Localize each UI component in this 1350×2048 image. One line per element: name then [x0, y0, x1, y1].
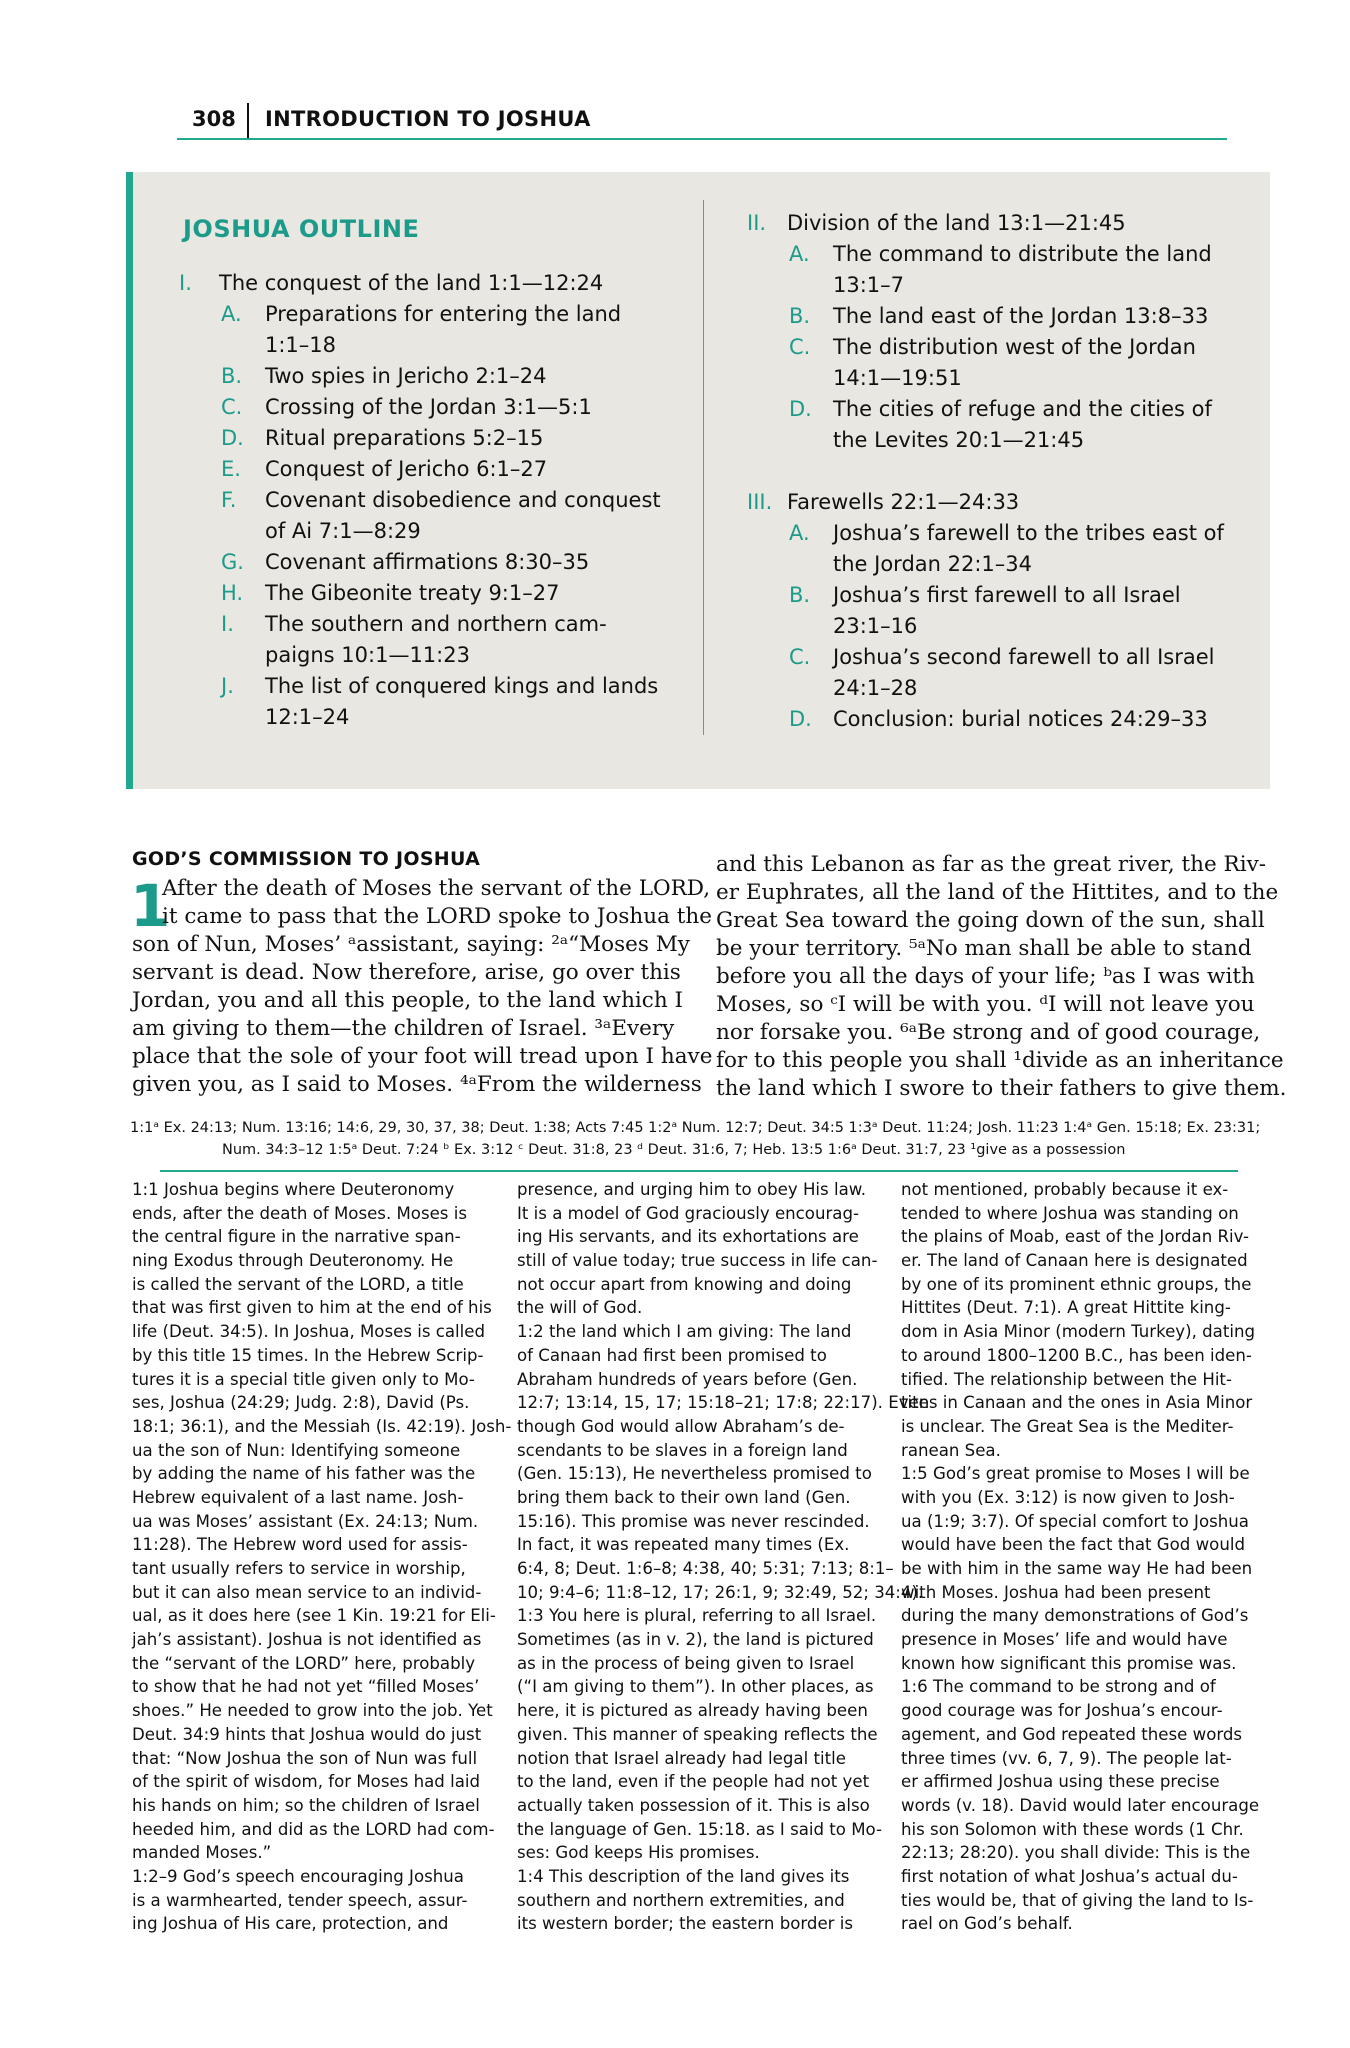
study-note-line: tures it is a special title given only to Mo- [132, 1369, 475, 1389]
study-note-line: ua (1:9; 3:7). Of special comfort to Joshua [901, 1511, 1249, 1531]
study-note-line: the language of Gen. 15:18. as I said to Mo- [517, 1819, 882, 1839]
scripture-line: for to this people you shall ¹divide as an inheritance [716, 1048, 1284, 1073]
cross-references-line-1: 1:1ᵃ Ex. 24:13; Num. 13:16; 14:6, 29, 30, 37, 38; Deut. 1:38; Acts 7:45 1:2ᵃ Num. 12:7; Deut. 34:5 1:3ᵃ Deut. 11:24; Josh. 11:23 1:4ᵃ Gen. 15:18; Ex. 23:31; [130, 1120, 1261, 1136]
study-note-line: 18:1; 36:1), and the Messiah (Is. 42:19). Josh- [132, 1416, 512, 1436]
outline-item-text: Joshua’s farewell to the tribes east of [833, 521, 1224, 545]
study-note-line: 15:16). This promise was never rescinded. [517, 1511, 870, 1531]
outline-item-text: 1:1–18 [265, 333, 337, 357]
study-note-line: tified. The relationship between the Hit- [901, 1369, 1232, 1389]
outline-item-text: 24:1–28 [833, 676, 918, 700]
study-note-line: to show that he had not yet “filled Moses’ [132, 1677, 480, 1697]
study-note-line: 22:13; 28:20). you shall divide: This is the [901, 1843, 1251, 1863]
outline-box [126, 172, 1270, 789]
study-note-line: tant usually refers to service in worship, [132, 1559, 466, 1578]
study-note-line: Hittites (Deut. 7:1). A great Hittite king- [901, 1298, 1231, 1318]
outline-item-text: 14:1—19:51 [833, 366, 962, 390]
notes-divider [160, 1170, 1238, 1172]
outline-item-number: D. [789, 397, 812, 421]
outline-item-text: the Levites 20:1—21:45 [833, 428, 1085, 452]
outline-item-text: The list of conquered kings and lands [265, 674, 659, 698]
study-note-line: ties would be, that of giving the land to Is- [901, 1890, 1254, 1910]
study-note-line: 6:4, 8; Deut. 1:6–8; 4:38, 40; 5:31; 7:13; 8:1– [517, 1559, 894, 1578]
study-note-line: given. This manner of speaking reflects the [517, 1724, 878, 1744]
outline-item-text: of Ai 7:1—8:29 [265, 519, 421, 543]
scripture-line: be your territory. ⁵ᵃNo man shall be able to stand [716, 936, 1252, 961]
outline-item-number: B. [789, 583, 811, 607]
study-note-line: is a warmhearted, tender speech, assur- [132, 1890, 468, 1910]
study-note-line: first notation of what Joshua’s actual du- [901, 1866, 1238, 1886]
study-note-line: though God would allow Abraham’s de- [517, 1416, 845, 1436]
outline-item-number: B. [221, 364, 243, 388]
study-note-line: 1:2–9 God’s speech encouraging Joshua [132, 1866, 464, 1886]
scripture-line: er Euphrates, all the land of the Hittites, and to the [716, 880, 1279, 905]
outline-item-text: Joshua’s first farewell to all Israel [833, 583, 1181, 607]
cross-references-line-2: Num. 34:3–12 1:5ᵃ Deut. 7:24 ᵇ Ex. 3:12 ᶜ Deut. 31:8, 23 ᵈ Deut. 31:6, 7; Heb. 13:5 1:6ᵃ Deut. 31:7, 23 ¹give as a possession [222, 1142, 1126, 1158]
study-note-line: dom in Asia Minor (modern Turkey), dating [901, 1322, 1256, 1342]
outline-item-text: The distribution west of the Jordan [833, 335, 1196, 359]
study-note-line: ses, Joshua (24:29; Judg. 2:8), David (Ps. [132, 1393, 470, 1413]
study-note-line: but it can also mean service to an individ- [132, 1582, 482, 1602]
study-note-line: ua the son of Nun: Identifying someone [132, 1440, 461, 1460]
study-note-line: ranean Sea. [901, 1440, 1001, 1460]
scripture-line: Moses, so ᶜI will be with you. ᵈI will not leave you [716, 992, 1255, 1017]
outline-item-number: A. [789, 242, 810, 266]
study-note-line: not mentioned, probably because it ex- [901, 1180, 1229, 1199]
study-note-line: ual, as it does here (see 1 Kin. 19:21 for Eli- [132, 1606, 496, 1626]
study-note-line: presence, and urging him to obey His law. [517, 1180, 867, 1199]
running-header [177, 103, 1227, 140]
study-note-line: 1:6 The command to be strong and of [901, 1677, 1216, 1697]
study-note-line: (“I am giving to them”). In other places, as [517, 1677, 874, 1697]
study-note-line: ing His servants, and its exhortations are [517, 1227, 859, 1247]
outline-item-number: I. [221, 612, 234, 636]
study-note-line: Hebrew equivalent of a last name. Josh- [132, 1487, 464, 1507]
study-note-line: by adding the name of his father was the [132, 1464, 476, 1484]
study-note-line: er affirmed Joshua using these precise [901, 1772, 1220, 1792]
outline-item-number: I. [179, 271, 192, 295]
outline-item-text: Covenant affirmations 8:30–35 [265, 550, 590, 574]
scripture-line: am giving to them—the children of Israel. ³ᵃEvery [132, 1016, 675, 1041]
study-note-line: 11:28). The Hebrew word used for assis- [132, 1535, 468, 1555]
study-note-line: that was first given to him at the end of his [132, 1298, 492, 1318]
study-note-line: not occur apart from knowing and doing [517, 1274, 852, 1294]
study-note-line: actually taken possession of it. This is also [517, 1795, 870, 1815]
study-note-line: notion that Israel already had legal title [517, 1748, 846, 1768]
study-note-line: good courage was for Joshua’s encour- [901, 1701, 1223, 1721]
study-note-line: agement, and God repeated these words [901, 1724, 1243, 1744]
outline-item-text: paigns 10:1—11:23 [265, 643, 470, 667]
outline-item-text: The southern and northern cam- [265, 612, 607, 636]
study-note-line: shoes.” He needed to grow into the job. Yet [132, 1701, 493, 1721]
study-note-line: known how significant this promise was. [901, 1653, 1237, 1673]
outline-item-text: Division of the land 13:1—21:45 [787, 211, 1126, 235]
study-note-line: his son Solomon with these words (1 Chr. [901, 1819, 1244, 1839]
outline-item-number: C. [221, 395, 243, 419]
outline-item-text: The cities of refuge and the cities of [833, 397, 1212, 421]
study-note-line: of Canaan had first been promised to [517, 1345, 827, 1365]
study-note-line: 12:7; 13:14, 15, 17; 15:18–21; 17:8; 22:17). Even [517, 1393, 930, 1413]
study-note-line: heeded him, and did as the LORD had com- [132, 1819, 495, 1839]
study-note-line: presence in Moses’ life and would have [901, 1630, 1228, 1650]
study-note-line: ing Joshua of His care, protection, and [132, 1914, 449, 1934]
study-note-line: is unclear. The Great Sea is the Mediter- [901, 1416, 1234, 1436]
study-note-line: still of value today; true success in life can- [517, 1251, 878, 1271]
outline-item-number: G. [221, 550, 244, 574]
scripture-line: son of Nun, Moses’ ᵃassistant, saying: ²ᵃ“Moses My [132, 932, 690, 957]
outline-item-number: J. [221, 674, 234, 698]
scripture-line: and this Lebanon as far as the great river, the Riv- [716, 852, 1267, 877]
study-note-line: scendants to be slaves in a foreign land [517, 1440, 848, 1460]
outline-item-number: H. [221, 581, 244, 605]
study-note-line: ses: God keeps His promises. [517, 1843, 760, 1863]
scripture-line: nor forsake you. ⁶ᵃBe strong and of good courage, [716, 1020, 1261, 1045]
outline-item-number: D. [789, 707, 812, 731]
section-heading: GOD’S COMMISSION TO JOSHUA [132, 848, 481, 870]
study-note-line: the plains of Moab, east of the Jordan Riv- [901, 1227, 1250, 1247]
study-note-line: Sometimes (as in v. 2), the land is pictured [517, 1630, 874, 1650]
outline-item-text: 23:1–16 [833, 614, 918, 638]
scripture-line: it came to pass that the LORD spoke to Joshua the [162, 904, 712, 929]
study-note-line: tended to where Joshua was standing on [901, 1203, 1239, 1223]
outline-item-text: Covenant disobedience and conquest [265, 488, 661, 512]
page-number: 308 [192, 107, 236, 131]
scripture-line: Jordan, you and all this people, to the land which I [132, 988, 684, 1013]
study-note-line: bring them back to their own land (Gen. [517, 1487, 851, 1507]
study-note-line: Abraham hundreds of years before (Gen. [517, 1369, 858, 1389]
scripture-line: place that the sole of your foot will tread upon I have [132, 1044, 713, 1069]
study-notes-column-3 [901, 1178, 1271, 1936]
study-note-line: words (v. 18). David would later encourage [901, 1795, 1260, 1815]
study-note-line: jah’s assistant). Joshua is not identified as [132, 1630, 482, 1650]
scripture-line: the land which I swore to their fathers to give them. [716, 1076, 1287, 1101]
scripture-line: before you all the days of your life; ᵇas I was with [716, 964, 1255, 989]
scripture-line: servant is dead. Now therefore, arise, go over this [132, 960, 681, 985]
study-note-line: 10; 9:4–6; 11:8–12, 17; 26:1, 9; 32:49, 52; 34:4). [517, 1582, 924, 1602]
scripture-line: After the death of Moses the servant of the LORD, [162, 876, 711, 901]
study-note-line: er. The land of Canaan here is designated [901, 1251, 1248, 1271]
outline-item-number: E. [221, 457, 241, 481]
study-note-line: ua was Moses’ assistant (Ex. 24:13; Num. [132, 1511, 479, 1531]
study-note-line: 1:4 This description of the land gives its [517, 1866, 850, 1886]
outline-item-text: The land east of the Jordan 13:8–33 [833, 304, 1209, 328]
study-note-line: that: “Now Joshua the son of Nun was full [132, 1748, 478, 1768]
study-note-line: manded Moses.” [132, 1843, 272, 1863]
outline-item-number: A. [221, 302, 242, 326]
study-note-line: its western border; the eastern border is [517, 1914, 854, 1934]
study-note-line: be with him in the same way He had been [901, 1559, 1253, 1578]
outline-item-number: B. [789, 304, 811, 328]
outline-title: JOSHUA OUTLINE [183, 215, 420, 243]
outline-item-number: D. [221, 426, 244, 450]
study-note-line: would have been the fact that God would [901, 1535, 1245, 1555]
study-note-line: Deut. 34:9 hints that Joshua would do just [132, 1724, 482, 1744]
study-note-line: the will of God. [517, 1298, 643, 1318]
outline-item-number: II. [747, 211, 767, 235]
outline-item-number: F. [221, 488, 237, 512]
outline-item-text: Ritual preparations 5:2–15 [265, 426, 544, 450]
running-title: INTRODUCTION TO JOSHUA [265, 107, 591, 131]
outline-item-text: Crossing of the Jordan 3:1—5:1 [265, 395, 592, 419]
outline-item-text: The command to distribute the land [833, 242, 1212, 266]
study-note-line: by this title 15 times. In the Hebrew Scrip- [132, 1345, 484, 1365]
outline-item-text: The Gibeonite treaty 9:1–27 [265, 581, 560, 605]
outline-item-number: A. [789, 521, 810, 545]
study-note-line: his hands on him; so the children of Israel [132, 1795, 480, 1815]
study-note-line: is called the servant of the LORD, a title [132, 1274, 464, 1294]
outline-item-text: 13:1–7 [833, 273, 905, 297]
outline-item-text: Preparations for entering the land [265, 302, 622, 326]
chapter-number: 1 [130, 872, 171, 940]
study-note-line: southern and northern extremities, and [517, 1890, 845, 1910]
study-note-line: to around 1800–1200 B.C., has been iden- [901, 1345, 1252, 1365]
study-note-line: In fact, it was repeated many times (Ex. [517, 1535, 850, 1555]
study-note-line: ning Exodus through Deuteronomy. He [132, 1251, 454, 1271]
study-note-line: 1:5 God’s great promise to Moses I will be [901, 1464, 1250, 1484]
study-note-line: the “servant of the LORD” here, probably [132, 1653, 476, 1673]
outline-item-text: The conquest of the land 1:1—12:24 [219, 271, 604, 295]
study-note-line: the central figure in the narrative span- [132, 1227, 461, 1247]
study-note-line: here, it is pictured as already having been [517, 1701, 868, 1721]
outline-item-text: 12:1–24 [265, 705, 350, 729]
outline-item-number: C. [789, 645, 811, 669]
outline-item-number: III. [747, 490, 773, 514]
outline-item-number: C. [789, 335, 811, 359]
outline-item-text: Conquest of Jericho 6:1–27 [265, 457, 548, 481]
study-note-line: with you (Ex. 3:12) is now given to Josh- [901, 1487, 1235, 1507]
header-divider [247, 103, 249, 138]
study-note-line: 1:1 Joshua begins where Deuteronomy [132, 1180, 455, 1199]
study-note-line: rael on God’s behalf. [901, 1914, 1073, 1934]
outline-item-text: the Jordan 22:1–34 [833, 552, 1033, 576]
study-note-line: It is a model of God graciously encourag- [517, 1203, 859, 1223]
outline-divider [703, 200, 704, 735]
study-note-line: ends, after the death of Moses. Moses is [132, 1203, 467, 1223]
outline-item-text: Two spies in Jericho 2:1–24 [265, 364, 547, 388]
study-note-line: three times (vv. 6, 7, 9). The people lat- [901, 1748, 1232, 1768]
study-note-line: life (Deut. 34:5). In Joshua, Moses is called [132, 1322, 486, 1342]
scripture-line: Great Sea toward the going down of the sun, shall [716, 908, 1265, 933]
study-note-line: with Moses. Joshua had been present [901, 1582, 1211, 1602]
study-note-line: by one of its prominent ethnic groups, the [901, 1274, 1252, 1294]
study-note-line: 1:3 You here is plural, referring to all Israel. [517, 1606, 877, 1626]
study-notes-column-1 [132, 1178, 512, 1936]
study-note-line: to the land, even if the people had not yet [517, 1772, 870, 1792]
study-note-line: 1:2 the land which I am giving: The land [517, 1322, 852, 1342]
outline-item-text: Joshua’s second farewell to all Israel [833, 645, 1215, 669]
study-notes-column-2 [517, 1178, 930, 1936]
scripture-line: given you, as I said to Moses. ⁴ᵃFrom the wilderness [132, 1072, 702, 1097]
study-note-line: of the spirit of wisdom, for Moses had laid [132, 1772, 481, 1792]
study-note-line: as in the process of being given to Israel [517, 1653, 855, 1673]
study-note-line: tites in Canaan and the ones in Asia Minor [901, 1393, 1253, 1413]
outline-item-text: Farewells 22:1—24:33 [787, 490, 1020, 514]
study-note-line: during the many demonstrations of God’s [901, 1606, 1249, 1626]
outline-item-text: Conclusion: burial notices 24:29–33 [833, 707, 1208, 731]
study-note-line: (Gen. 15:13), He nevertheless promised to [517, 1464, 872, 1484]
